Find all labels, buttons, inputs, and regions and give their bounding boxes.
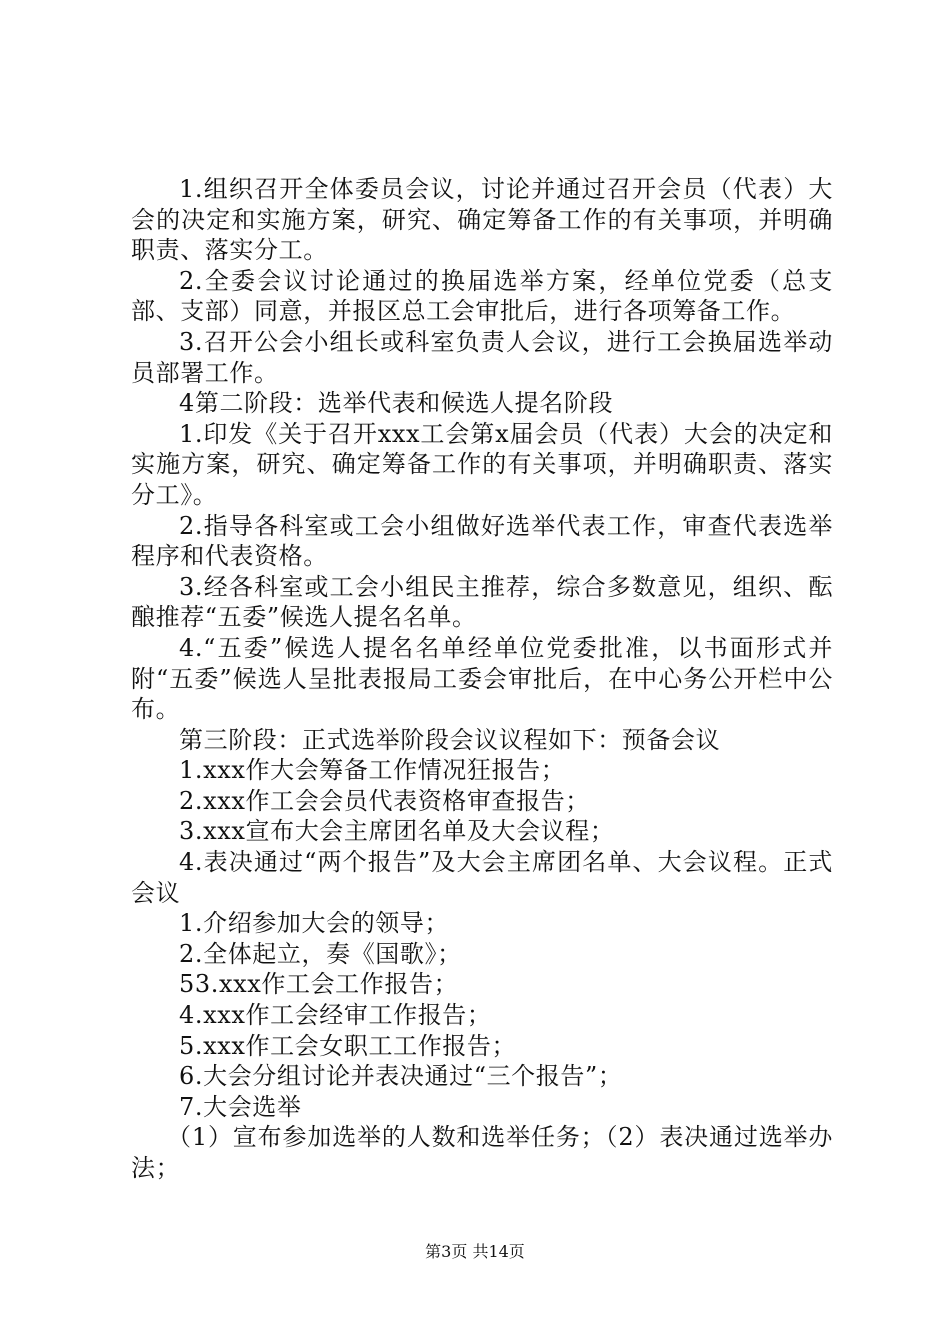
section-heading: 4第二阶段：选举代表和候选人提名阶段	[179, 389, 614, 418]
agenda-item: 7.大会选举	[179, 1092, 302, 1121]
paragraph: 3.经各科室或工会小组民主推荐，综合多数意见，组织、酝酿推荐“五委”候选人提名名单。	[131, 572, 833, 632]
document-body	[131, 174, 833, 1184]
agenda-item: 5.xxx作工会女职工工作报告；	[179, 1031, 517, 1060]
paragraph: 1.组织召开全体委员会议，讨论并通过召开会员（代表）大会的决定和实施方案，研究、确定筹备工作的有关事项，并明确职责、落实分工。	[131, 175, 833, 265]
paragraph: 2.指导各科室或工会小组做好选举代表工作，审查代表选举程序和代表资格。	[131, 511, 833, 571]
agenda-item: 3.xxx宣布大会主席团名单及大会议程；	[179, 817, 615, 846]
page-footer	[0, 1242, 950, 1262]
agenda-item: （1）宣布参加选举的人数和选举任务；（2）表决通过选举办法；	[131, 1123, 833, 1182]
agenda-item: 4.xxx作工会经审工作报告；	[179, 1001, 492, 1030]
agenda-item: 2.全体起立，奏《国歌》；	[179, 939, 462, 968]
paragraph: 4.“五委”候选人提名名单经单位党委批准，以书面形式并附“五委”候选人呈批表报局工委会审批后，在中心务公开栏中公布。	[131, 633, 833, 724]
agenda-item: 2.xxx作工会会员代表资格审查报告；	[179, 786, 590, 815]
paragraph: 1.印发《关于召开xxx工会第x届会员（代表）大会的决定和实施方案，研究、确定筹备工作的有关事项，并明确职责、落实分工》。	[131, 419, 833, 509]
agenda-item: 53.xxx作工会工作报告；	[179, 970, 459, 999]
page-number: 第3页 共14页	[425, 1242, 525, 1261]
agenda-item: 4.表决通过“两个报告”及大会主席团名单、大会议程。正式会议	[131, 848, 833, 907]
paragraph: 2.全委会议讨论通过的换届选举方案，经单位党委（总支部、支部）同意，并报区总工会审批后，进行各项筹备工作。	[131, 266, 833, 326]
agenda-item: 1.介绍参加大会的领导；	[179, 909, 450, 938]
paragraph: 3.召开公会小组长或科室负责人会议，进行工会换届选举动员部署工作。	[131, 327, 833, 387]
agenda-item: 1.xxx作大会筹备工作情况狂报告；	[179, 756, 566, 785]
agenda-item: 6.大会分组讨论并表决通过“三个报告”；	[179, 1062, 623, 1091]
section-heading: 第三阶段：正式选举阶段会议议程如下：预备会议	[179, 725, 721, 754]
